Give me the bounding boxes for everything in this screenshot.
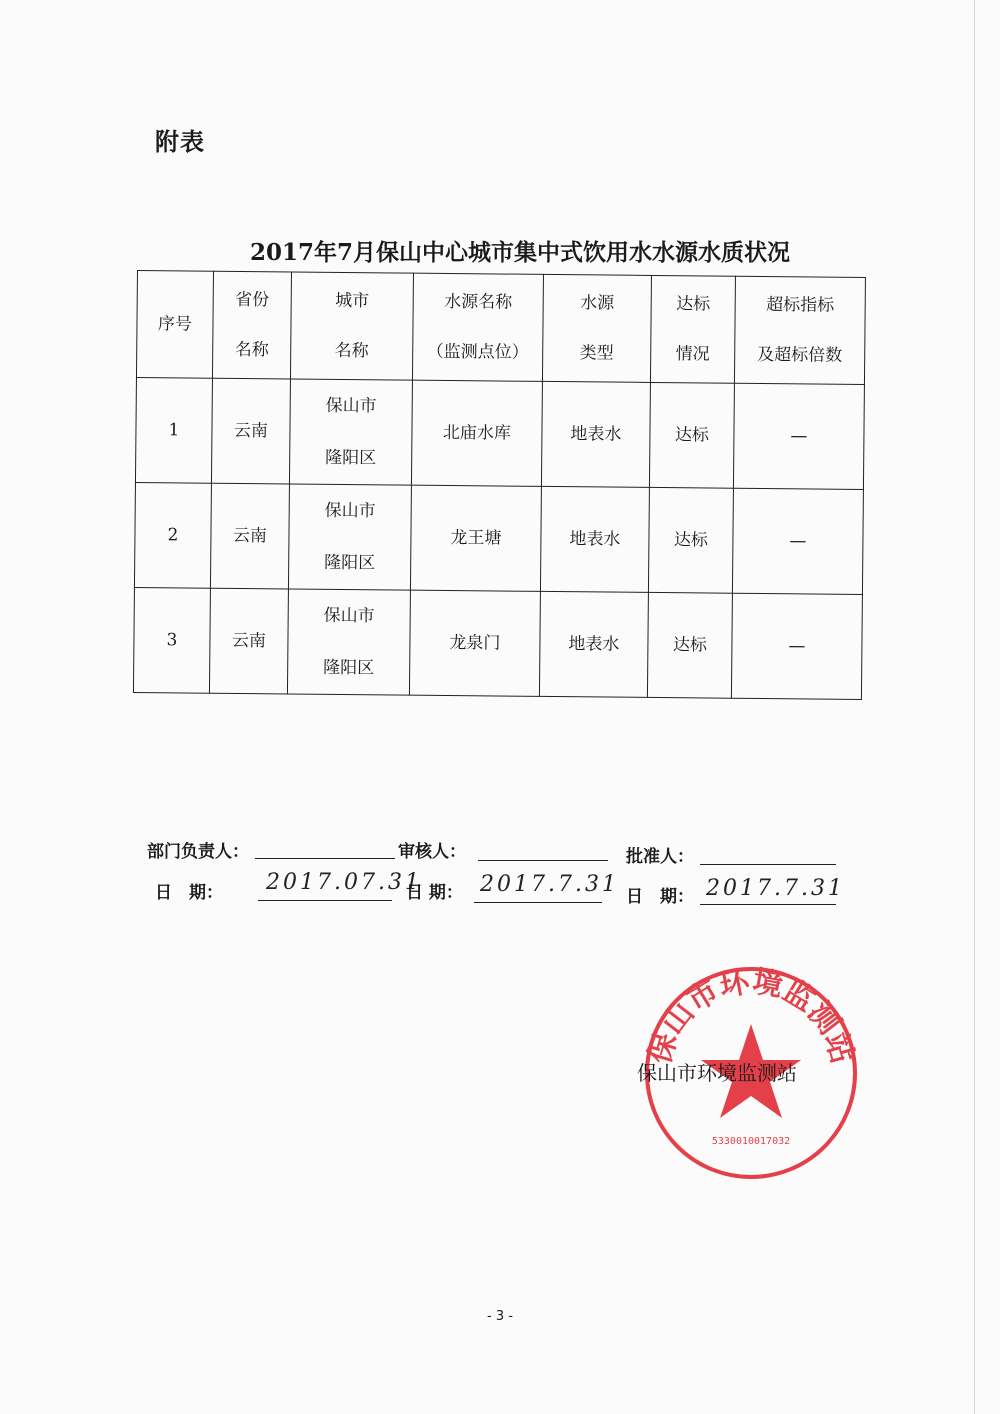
cell-exceedance: — — [731, 593, 862, 699]
date-line-approver — [700, 904, 836, 905]
table-row — [135, 377, 864, 489]
header-cell-exceedance: 超标指标 及超标倍数 — [734, 276, 865, 384]
header-cell-province: 省份 名称 — [212, 271, 291, 379]
reviewer-label: 审核人： — [398, 842, 466, 862]
approver-signature-line — [700, 864, 836, 865]
cell-exceedance: — — [733, 383, 864, 489]
date-line-dept-head — [258, 900, 392, 901]
table-row — [134, 482, 863, 594]
date-label-dept-head: 日 期： — [155, 883, 223, 903]
date-approver: 2017.7.31 — [706, 876, 845, 901]
appendix-label: 附表 — [155, 128, 205, 156]
cell-city: 保山市 隆阳区 — [287, 589, 410, 695]
water-quality-table — [133, 270, 866, 700]
header-cell-source-name: 水源名称 （监测点位） — [412, 273, 543, 381]
seal-code: 5330010017032 — [711, 1136, 791, 1147]
reviewer-signature-line — [478, 860, 608, 861]
cell-source-name: 龙泉门 — [409, 590, 540, 696]
cell-province: 云南 — [209, 588, 288, 694]
header-cell-source-type: 水源 类型 — [542, 274, 651, 382]
cell-compliance: 达标 — [648, 487, 733, 593]
page-edge — [974, 0, 975, 1414]
organization-name: 保山市环境监测站 — [637, 1061, 797, 1085]
cell-province: 云南 — [211, 378, 290, 484]
cell-compliance: 达标 — [649, 382, 734, 488]
cell-source-name: 北庙水库 — [411, 380, 542, 486]
cell-source-type: 地表水 — [541, 381, 650, 487]
dept-head-label: 部门负责人： — [147, 842, 249, 862]
seal-arc-text: 保山市环境监测站 — [642, 964, 860, 1068]
cell-province: 云南 — [210, 483, 289, 589]
cell-source-type: 地表水 — [539, 591, 648, 697]
cell-index: 3 — [133, 587, 210, 693]
cell-index: 1 — [135, 377, 212, 483]
cell-city: 保山市 隆阳区 — [289, 379, 412, 485]
header-cell-compliance: 达标 情况 — [650, 275, 735, 383]
approver-label: 批准人： — [626, 847, 694, 867]
header-cell-index: 序号 — [136, 271, 213, 379]
date-label-reviewer: 日 期： — [406, 883, 463, 903]
header-cell-city: 城市 名称 — [290, 272, 413, 380]
document-title: 2017年7月保山中心城市集中式饮用水水源水质状况 — [249, 239, 791, 266]
table-row — [133, 587, 862, 699]
cell-compliance: 达标 — [647, 592, 732, 698]
date-reviewer: 2017.7.31 — [480, 872, 619, 897]
cell-source-type: 地表水 — [540, 486, 649, 592]
cell-index: 2 — [134, 482, 211, 588]
date-dept-head: 2017.07.31 — [266, 870, 422, 895]
cell-city: 保山市 隆阳区 — [288, 484, 411, 590]
date-label-approver: 日 期： — [626, 887, 694, 907]
cell-exceedance: — — [732, 488, 863, 594]
cell-source-name: 龙王塘 — [410, 485, 541, 591]
page-number: - 3 - — [487, 1309, 513, 1324]
dept-head-signature-line — [255, 858, 395, 859]
table-header-row — [136, 271, 865, 385]
date-line-reviewer — [474, 902, 602, 903]
